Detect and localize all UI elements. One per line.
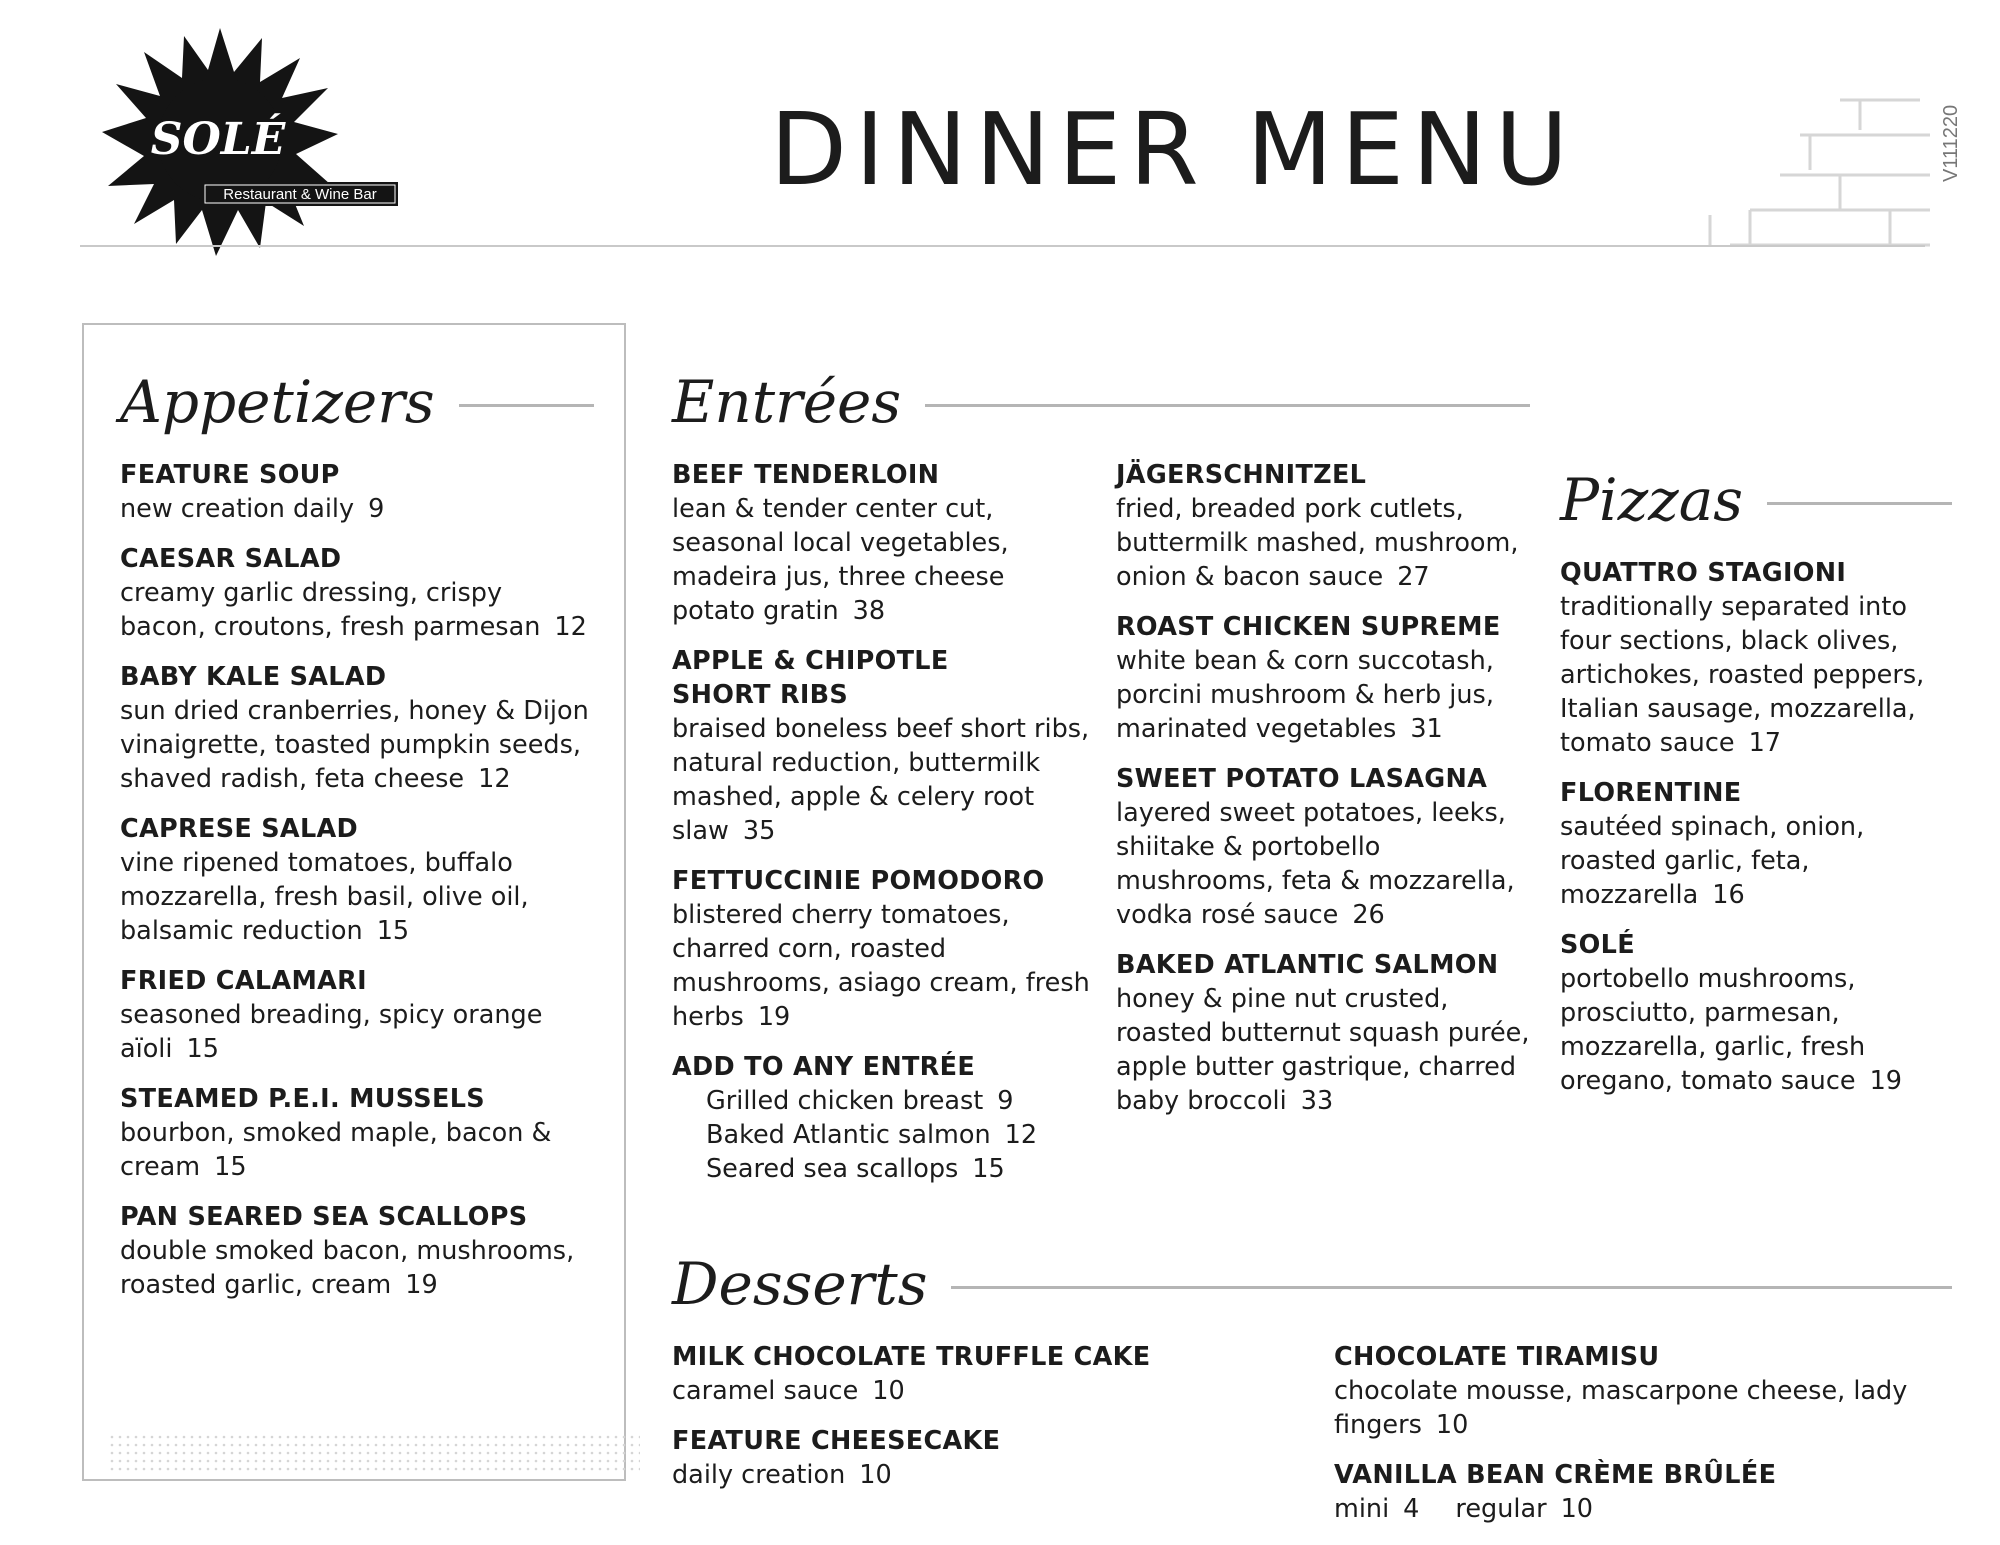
addon-item xyxy=(672,1152,1092,1186)
item-description xyxy=(1334,1492,1954,1526)
item-price: 27 xyxy=(1397,562,1430,592)
desserts-column-1 xyxy=(672,1340,1292,1508)
addon-item xyxy=(672,1084,1092,1118)
menu-item xyxy=(120,812,594,948)
item-desc-text: sun dried cranberries, honey & Dijon vinaigrette, toasted pumpkin seeds, shaved radish, feta cheese xyxy=(120,696,589,794)
appetizers-header xyxy=(120,362,594,442)
decorative-stone-wall-graphic xyxy=(1690,80,1935,250)
item-desc-text: honey & pine nut crusted, roasted butternut squash purée, apple butter gastrique, charred baby broccoli xyxy=(1116,984,1530,1116)
item-price: 19 xyxy=(405,1270,438,1300)
pizzas-heading: Pizzas xyxy=(1560,466,1744,534)
item-name: SWEET POTATO LASAGNA xyxy=(1116,764,1488,794)
item-price: 10 xyxy=(1435,1410,1469,1440)
item-description xyxy=(1116,492,1536,594)
item-name: FLORENTINE xyxy=(1560,778,1742,808)
item-desc-text: blistered cherry tomatoes, charred corn, roasted mushrooms, asiago cream, fresh herbs xyxy=(672,900,1090,1032)
item-desc-text: chocolate mousse, mascarpone cheese, lady fingers xyxy=(1334,1376,1908,1440)
pizzas-list xyxy=(1560,556,1952,1098)
addons-list xyxy=(672,1084,1092,1186)
item-description xyxy=(672,492,1092,628)
item-description xyxy=(672,898,1092,1034)
menu-item xyxy=(672,644,1092,848)
item-name: FRIED CALAMARI xyxy=(120,966,367,996)
item-desc-text: seasoned breading, spicy orange aïoli xyxy=(120,1000,543,1064)
item-name: PAN SEARED SEA SCALLOPS xyxy=(120,1202,528,1232)
item-name: BAKED ATLANTIC SALMON xyxy=(1116,950,1499,980)
menu-item xyxy=(1334,1340,1954,1442)
dot-pattern-decoration xyxy=(110,1435,640,1475)
item-name: QUATTRO STAGIONI xyxy=(1560,558,1847,588)
menu-item xyxy=(1116,762,1536,932)
item-description xyxy=(672,712,1092,848)
item-description xyxy=(120,1116,594,1184)
item-price: 15 xyxy=(214,1152,247,1182)
page-title: DINNER MENU xyxy=(770,91,1577,208)
entrees-column-1 xyxy=(672,458,1092,1202)
item-name: FETTUCCINIE POMODORO xyxy=(672,866,1045,896)
item-name: SOLÉ xyxy=(1560,930,1635,960)
menu-item xyxy=(1334,1458,1954,1526)
logo-wordmark: SOLÉ xyxy=(150,114,286,165)
addon-name: Grilled chicken breast xyxy=(706,1086,984,1116)
appetizers-heading: Appetizers xyxy=(120,368,435,436)
item-desc-text: caramel sauce xyxy=(672,1376,859,1406)
item-desc-text: double smoked bacon, mushrooms, roasted garlic, cream xyxy=(120,1236,575,1300)
menu-item xyxy=(672,1424,1292,1492)
menu-item xyxy=(120,542,594,644)
logo-tagline: Restaurant & Wine Bar xyxy=(223,186,377,203)
item-price: 16 xyxy=(1712,880,1745,910)
item-description xyxy=(1116,796,1536,932)
item-name: VANILLA BEAN CRÈME BRÛLÉE xyxy=(1334,1460,1777,1490)
item-description xyxy=(672,1374,1292,1408)
item-price: 38 xyxy=(852,596,886,626)
menu-item xyxy=(672,1340,1292,1408)
item-name: CAPRESE SALAD xyxy=(120,814,359,844)
desserts-list-1 xyxy=(672,1340,1292,1492)
desserts-section xyxy=(672,1244,1952,1324)
menu-item xyxy=(120,660,594,796)
item-name: FEATURE SOUP xyxy=(120,460,340,490)
menu-item xyxy=(120,1082,594,1184)
menu-item xyxy=(120,1200,594,1302)
item-desc-text: braised boneless beef short ribs, natural reduction, buttermilk mashed, apple & celery root slaw xyxy=(672,714,1090,846)
item-description xyxy=(1560,810,1952,912)
addon-item xyxy=(672,1118,1092,1152)
item-price: 4 xyxy=(1403,1494,1420,1524)
item-description xyxy=(672,1458,1292,1492)
menu-item xyxy=(1560,776,1952,912)
addons-title: ADD TO ANY ENTRÉE xyxy=(672,1052,976,1082)
item-description xyxy=(1116,644,1536,746)
restaurant-logo xyxy=(100,28,400,268)
entrees-rule xyxy=(925,404,1530,407)
item-name: MILK CHOCOLATE TRUFFLE CAKE xyxy=(672,1342,1151,1372)
item-price: 9 xyxy=(368,494,385,524)
item-name: BABY KALE SALAD xyxy=(120,662,387,692)
pizzas-section xyxy=(1560,460,1952,1114)
item-price: 12 xyxy=(478,764,511,794)
item-price: 17 xyxy=(1748,728,1782,758)
item-desc-text: mini xyxy=(1334,1494,1390,1524)
item-name: BEEF TENDERLOIN xyxy=(672,460,940,490)
menu-item xyxy=(1116,948,1536,1118)
menu-item xyxy=(1116,458,1536,594)
item-name: ROAST CHICKEN SUPREME xyxy=(1116,612,1501,642)
entrees-list-1 xyxy=(672,458,1092,1034)
appetizers-rule xyxy=(459,404,594,407)
addons-block xyxy=(672,1050,1092,1186)
addon-price: 9 xyxy=(997,1086,1014,1116)
item-desc-text: white bean & corn succotash, porcini mushroom & herb jus, marinated vegetables xyxy=(1116,646,1494,744)
addon-name: Baked Atlantic salmon xyxy=(706,1120,991,1150)
item-desc-text: lean & tender center cut, seasonal local vegetables, madeira jus, three cheese potato gratin xyxy=(672,494,1009,626)
item-desc-text: traditionally separated into four sections, black olives, artichokes, roasted peppers, Italian sausage, mozzarella, tomato sauce xyxy=(1560,592,1925,758)
item-description xyxy=(120,492,594,526)
addon-price: 15 xyxy=(972,1154,1005,1184)
menu-item xyxy=(1560,556,1952,760)
entrees-heading: Entrées xyxy=(672,368,902,436)
item-desc-text: vine ripened tomatoes, buffalo mozzarella, fresh basil, olive oil, balsamic reduction xyxy=(120,848,529,946)
entrees-header xyxy=(672,362,1530,442)
item-price: 10 xyxy=(872,1376,905,1406)
item-description xyxy=(120,998,594,1066)
item-price: 15 xyxy=(186,1034,219,1064)
pizzas-rule xyxy=(1767,502,1952,505)
desserts-heading: Desserts xyxy=(672,1250,928,1318)
item-description xyxy=(120,576,594,644)
item-desc-text: fried, breaded pork cutlets, buttermilk mashed, mushroom, onion & bacon sauce xyxy=(1116,494,1519,592)
item-price: 15 xyxy=(376,916,410,946)
menu-item xyxy=(120,458,594,526)
menu-item xyxy=(672,864,1092,1034)
item-price: 26 xyxy=(1352,900,1385,930)
item-description xyxy=(1116,982,1536,1118)
item-price: 19 xyxy=(757,1002,791,1032)
item-desc-text: creamy garlic dressing, crispy bacon, croutons, fresh parmesan xyxy=(120,578,541,642)
sun-logo-icon xyxy=(100,28,400,268)
item-name: STEAMED P.E.I. MUSSELS xyxy=(120,1084,485,1114)
entrees-list-2 xyxy=(1116,458,1536,1118)
menu-item xyxy=(120,964,594,1066)
addon-name: Seared sea scallops xyxy=(706,1154,959,1184)
menu-item xyxy=(672,458,1092,628)
appetizers-list xyxy=(120,458,594,1302)
item-desc-text: daily creation xyxy=(672,1460,846,1490)
desserts-column-2 xyxy=(1334,1340,1954,1542)
header-divider xyxy=(80,245,1925,247)
item-description xyxy=(1334,1374,1954,1442)
menu-item xyxy=(1560,928,1952,1098)
item-name: JÄGERSCHNITZEL xyxy=(1116,460,1367,490)
desserts-rule xyxy=(951,1286,1952,1289)
item-description xyxy=(1560,590,1952,760)
item-price: 10 xyxy=(859,1460,892,1490)
addon-price: 12 xyxy=(1004,1120,1038,1150)
item-description xyxy=(1560,962,1952,1098)
item-desc-text: portobello mushrooms, prosciutto, parmesan, mozzarella, garlic, fresh oregano, tomato sauce xyxy=(1560,964,1866,1096)
item-price: 31 xyxy=(1410,714,1443,744)
item-price: 35 xyxy=(742,816,776,846)
pizzas-header xyxy=(1560,460,1952,540)
item-name: CAESAR SALAD xyxy=(120,544,342,574)
item-price: 33 xyxy=(1300,1086,1334,1116)
item-price: 19 xyxy=(1869,1066,1903,1096)
entrees-column-2 xyxy=(1116,458,1536,1134)
menu-item xyxy=(1116,610,1536,746)
item-desc-text: sautéed spinach, onion, roasted garlic, feta, mozzarella xyxy=(1560,812,1865,910)
item-extra-label: regular xyxy=(1455,1494,1547,1524)
entrees-section xyxy=(672,362,1530,442)
version-code: V111220 xyxy=(1940,104,1962,182)
item-name: FEATURE CHEESECAKE xyxy=(672,1426,1001,1456)
item-name: CHOCOLATE TIRAMISU xyxy=(1334,1342,1660,1372)
item-description xyxy=(120,694,594,796)
desserts-list-2 xyxy=(1334,1340,1954,1526)
appetizers-section xyxy=(120,362,594,1318)
item-description xyxy=(120,1234,594,1302)
item-name: APPLE & CHIPOTLE SHORT RIBS xyxy=(672,646,949,710)
item-description xyxy=(120,846,594,948)
item-desc-text: new creation daily xyxy=(120,494,355,524)
item-desc-text: bourbon, smoked maple, bacon & cream xyxy=(120,1118,552,1182)
item-desc-text: layered sweet potatoes, leeks, shiitake & portobello mushrooms, feta & mozzarella, vodka rosé sauce xyxy=(1116,798,1515,930)
item-price: 12 xyxy=(554,612,587,642)
item-extra-price: 10 xyxy=(1560,1494,1594,1524)
desserts-header xyxy=(672,1244,1952,1324)
